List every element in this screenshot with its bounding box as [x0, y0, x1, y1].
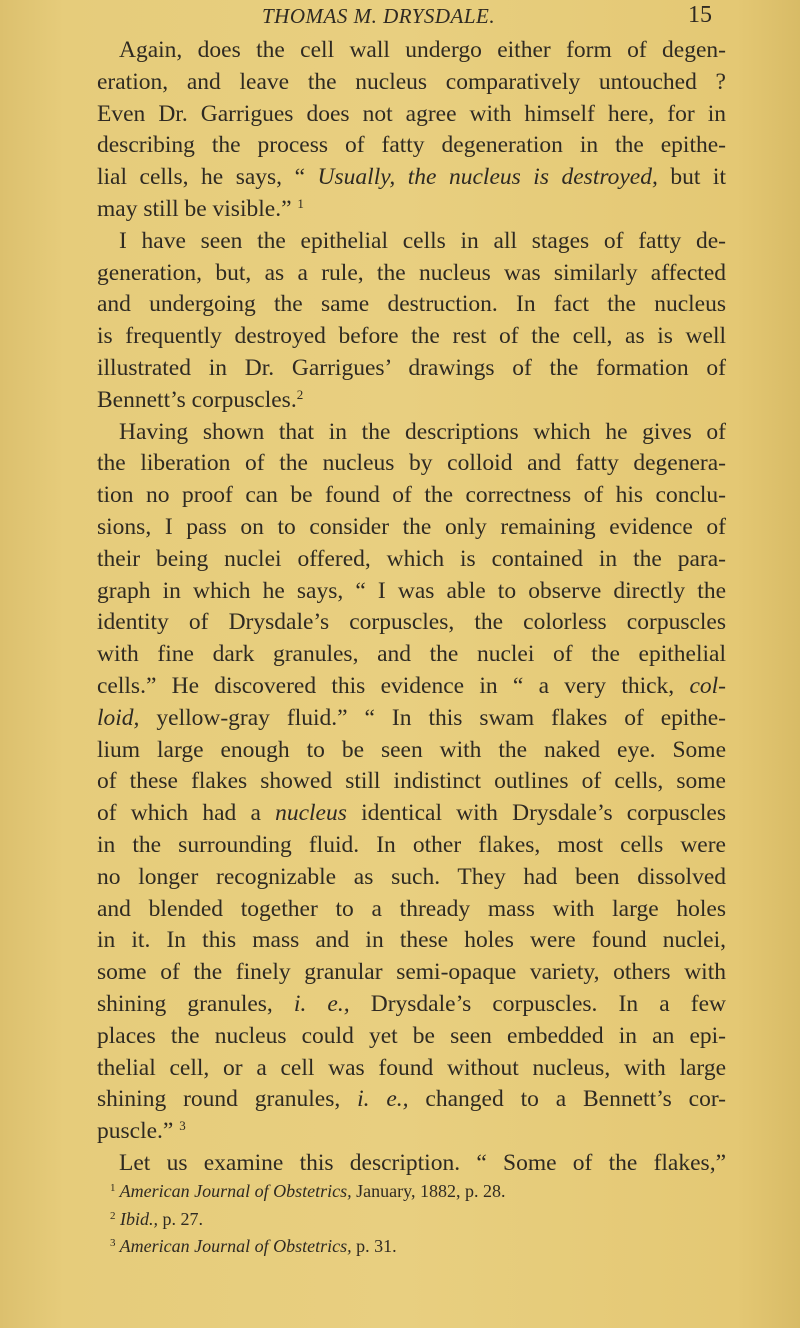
text-run: yellow-gray fluid.” “ In this swam flakes of epithe-: [139, 704, 726, 731]
text-run: p. 31.: [351, 1236, 397, 1256]
text-line: [97, 544, 726, 576]
text-line: [97, 1053, 726, 1085]
text-line: [97, 99, 726, 131]
text-line: [97, 925, 726, 957]
italic-text: American Journal of Obstetrics,: [115, 1236, 352, 1256]
text-line: [97, 385, 726, 417]
text-run: shining round granules,: [97, 1086, 358, 1113]
text-run: the liberation of the nucleus by colloid and fatty degenera-: [97, 450, 726, 477]
text-run: some of the finely granular semi-opaque variety, others with: [97, 959, 726, 986]
text-line: [97, 226, 726, 258]
text-run: shining granules,: [97, 990, 294, 1017]
footnote-marker: 3: [179, 1118, 186, 1134]
text-line: [97, 1148, 726, 1180]
footnote: [110, 1178, 505, 1206]
text-run: identical with Drysdale’s corpuscles: [346, 800, 726, 827]
italic-text: col-: [689, 672, 726, 699]
text-line: [97, 258, 726, 290]
text-line: [97, 130, 726, 162]
text-line: [97, 735, 726, 767]
text-run: Having shown that in the descriptions which he gives of: [119, 418, 726, 445]
footnote-marker: 1: [110, 1182, 116, 1194]
text-run: in it. In this mass and in these holes were found nuclei,: [97, 927, 726, 954]
text-line: [97, 798, 726, 830]
text-run: cells.” He discovered this evidence in “ a very thick,: [97, 672, 690, 699]
text-run: of these flakes showed still indistinct outlines of cells, some: [97, 768, 726, 795]
text-line: [97, 766, 726, 798]
text-line: [97, 607, 726, 639]
text-line: [97, 703, 726, 735]
text-run: Let us examine this description. “ Some of the flakes,”: [119, 1149, 726, 1176]
text-line: [97, 321, 726, 353]
text-run: lium large enough to be seen with the naked eye. Some: [97, 736, 726, 763]
text-run: changed to a Bennett’s cor-: [408, 1086, 726, 1113]
text-run: identity of Drysdale’s corpuscles, the colorless corpuscles: [97, 609, 726, 636]
text-line: [97, 1116, 726, 1148]
footnote-marker: 2: [296, 386, 304, 402]
text-line: [97, 194, 726, 226]
text-run: generation, but, as a rule, the nucleus was similarly affected: [97, 259, 726, 286]
text-run: lial cells, he says, “: [97, 164, 318, 191]
text-line: [97, 289, 726, 321]
text-line: [97, 417, 726, 449]
footnote-marker: 2: [110, 1209, 116, 1222]
text-line: [97, 894, 726, 926]
text-run: illustrated in Dr. Garrigues’ drawings of the formation of: [97, 354, 726, 381]
text-line: [97, 162, 726, 194]
body-text: [97, 35, 726, 1180]
footnotes: [110, 1178, 505, 1261]
text-run: Drysdale’s corpuscles. In a few: [349, 990, 726, 1017]
text-run: Bennett’s corpuscles.: [97, 386, 297, 413]
text-run: sions, I pass on to consider the only remaining evidence of: [97, 513, 726, 540]
text-run: Again, does the cell wall undergo either form of degen-: [119, 37, 726, 63]
text-run: may still be visible.”: [97, 195, 298, 222]
text-run: their being nuclei offered, which is contained in the para-: [97, 545, 726, 572]
text-line: [97, 957, 726, 989]
text-run: no longer recognizable as such. They had been dissolved: [97, 863, 726, 890]
text-line: [97, 830, 726, 862]
text-line: [97, 639, 726, 671]
footnote-marker: 1: [297, 195, 304, 211]
text-run: Even Dr. Garrigues does not agree with himself here, for in: [97, 100, 726, 127]
text-line: [97, 35, 726, 67]
text-line: [97, 512, 726, 544]
text-run: of which had a: [97, 800, 276, 827]
text-run: thelial cell, or a cell was found without nucleus, with large: [97, 1054, 726, 1081]
italic-text: American Journal of Obstetrics,: [115, 1181, 352, 1201]
text-run: tion no proof can be found of the correctness of his conclu-: [97, 482, 726, 509]
footnote: [110, 1233, 505, 1261]
text-run: and undergoing the same destruction. In fact the nucleus: [97, 291, 726, 318]
text-run: I have seen the epithelial cells in all stages of fatty de-: [119, 227, 726, 254]
text-run: with fine dark granules, and the nuclei of the epithelial: [97, 641, 726, 668]
text-line: [97, 480, 726, 512]
page-number: 15: [688, 2, 712, 28]
text-line: [97, 1084, 726, 1116]
text-line: [97, 989, 726, 1021]
italic-text: i. e.,: [293, 990, 350, 1017]
text-line: [97, 67, 726, 99]
running-title: THOMAS M. DRYSDALE.: [262, 4, 496, 28]
page-header: [0, 4, 800, 34]
text-line: [97, 448, 726, 480]
italic-text: loid,: [97, 704, 140, 731]
italic-text: nucleus: [275, 800, 347, 827]
text-line: [97, 1021, 726, 1053]
italic-text: i. e.,: [357, 1086, 409, 1113]
text-line: [97, 353, 726, 385]
text-line: [97, 671, 726, 703]
footnote-marker: 3: [110, 1237, 116, 1249]
text-run: puscle.”: [97, 1118, 180, 1145]
text-run: graph in which he says, “ I was able to observe directly the: [97, 577, 726, 604]
text-run: p. 27.: [158, 1208, 203, 1229]
text-run: in the surrounding fluid. In other flakes, most cells were: [97, 831, 726, 858]
text-run: describing the process of fatty degeneration in the epithe-: [97, 132, 726, 159]
text-run: but it: [657, 164, 726, 191]
italic-text: Ibid.,: [115, 1208, 158, 1229]
text-run: is frequently destroyed before the rest of the cell, as is well: [97, 323, 726, 350]
text-line: [97, 576, 726, 608]
text-run: eration, and leave the nucleus comparatively untouched ?: [97, 68, 726, 95]
footnote: [110, 1206, 505, 1234]
italic-text: Usually, the nucleus is destroyed,: [317, 164, 658, 191]
text-line: [97, 862, 726, 894]
text-run: and blended together to a thready mass with large holes: [97, 895, 726, 922]
text-run: places the nucleus could yet be seen embedded in an epi-: [97, 1022, 726, 1049]
text-run: January, 1882, p. 28.: [351, 1181, 506, 1201]
